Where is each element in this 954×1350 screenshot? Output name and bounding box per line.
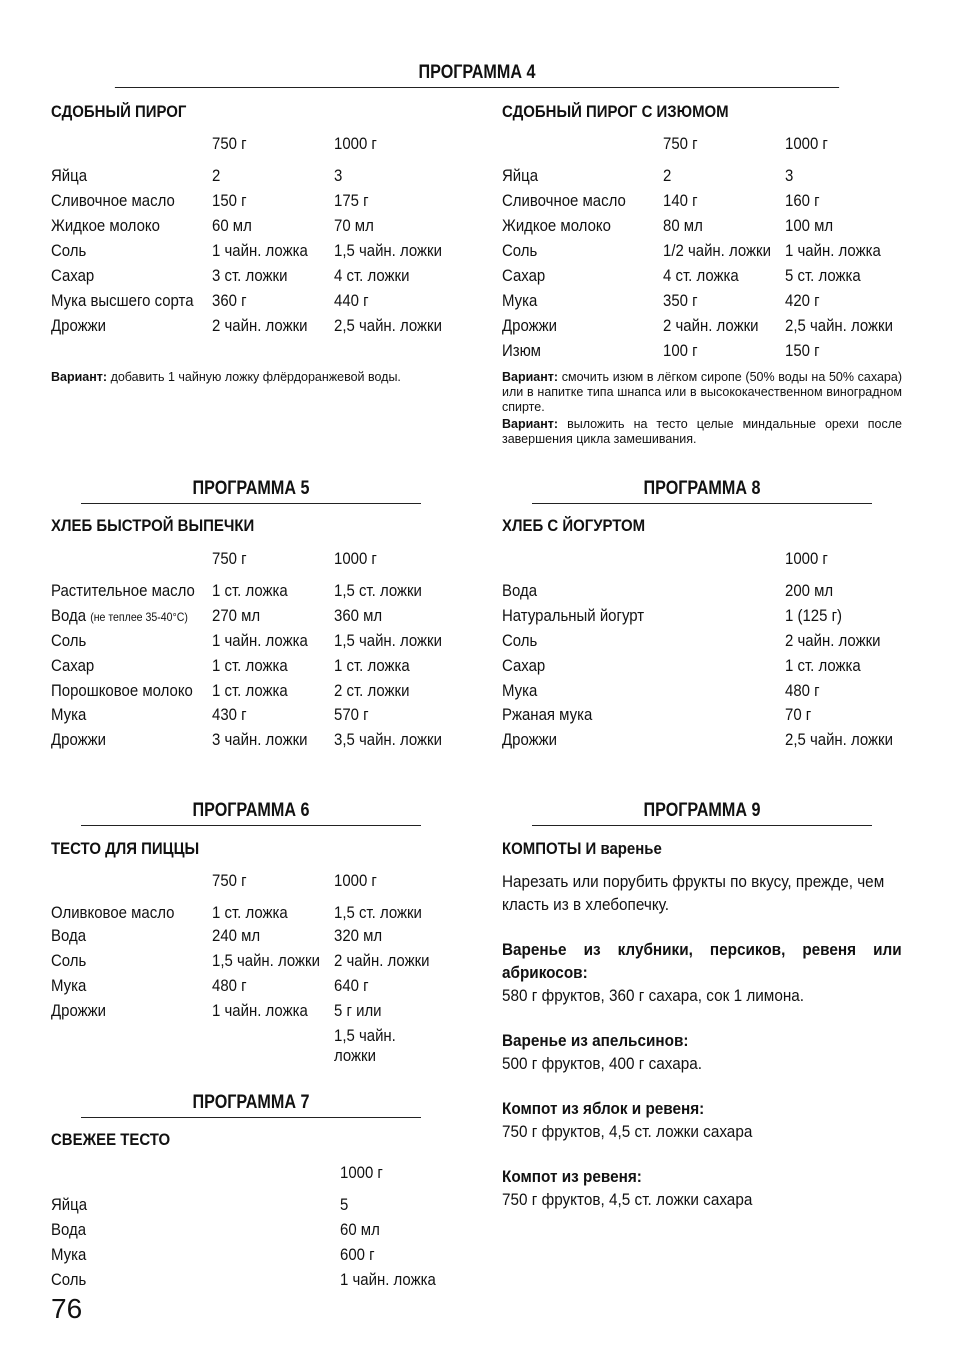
program-9-title: ПРОГРАММА 9 <box>532 800 872 826</box>
ingredient-label: Вода <box>51 606 87 625</box>
program-7-title: ПРОГРАММА 7 <box>81 1092 421 1118</box>
amount-1000: 1 ст. ложка <box>334 656 410 675</box>
amount-1000: 70 мл <box>334 216 374 235</box>
p9-item-text: 750 г фруктов, 4,5 ст. ложки сахара <box>502 1190 753 1209</box>
amount-750: 100 г <box>663 341 698 360</box>
ingredient-name: Мука <box>51 705 87 724</box>
ingredient-name: Мука <box>502 681 538 700</box>
p6-header-750: 750 г <box>212 871 247 890</box>
amount-750: 1 ст. ложка <box>212 681 288 700</box>
amount-750: 1 ст. ложка <box>212 903 288 922</box>
variant-label: Вариант: <box>51 370 108 384</box>
p9-item-title: Компот из яблок и ревеня: <box>502 1099 705 1118</box>
ingredient-name <box>51 603 188 630</box>
amount-1000: 60 мл <box>340 1220 380 1239</box>
p4-left-header-750: 750 г <box>212 134 247 153</box>
p9-subtitle-caps: КОМПОТЫ И <box>502 839 597 858</box>
program-4-title: ПРОГРАММА 4 <box>115 62 839 88</box>
amount-750: 1/2 чайн. ложки <box>663 241 771 260</box>
amount-750: 2 <box>663 166 672 185</box>
amount-750: 2 <box>212 166 221 185</box>
amount-1000: 1,5 чайн. ложки <box>334 631 442 650</box>
ingredient-name: Натуральный йогурт <box>502 606 645 625</box>
amount-1000: 2,5 чайн. ложки <box>334 316 442 335</box>
ingredient-name: Сахар <box>51 266 95 285</box>
amount-1000: 5 <box>340 1195 349 1214</box>
amount-750: 4 ст. ложка <box>663 266 739 285</box>
amount-1000: 1,5 ст. ложки <box>334 903 422 922</box>
ingredient-name: Мука <box>51 976 87 995</box>
ingredient-name: Порошковое молоко <box>51 681 193 700</box>
ingredient-name: Мука высшего сорта <box>51 291 194 310</box>
amount-750: 350 г <box>663 291 698 310</box>
amount-750: 240 мл <box>212 926 261 945</box>
amount-1000: 2 чайн. ложки <box>334 951 430 970</box>
p9-item <box>502 1165 902 1211</box>
p4-right-header-750: 750 г <box>663 134 698 153</box>
ingredient-name: Яйца <box>502 166 539 185</box>
amount-1000: 1 (125 г) <box>785 606 843 625</box>
ingredient-name: Ржаная мука <box>502 705 593 724</box>
variant-label: Вариант: <box>502 370 559 384</box>
program-6-title: ПРОГРАММА 6 <box>81 800 421 826</box>
amount-750: 1 ст. ложка <box>212 581 288 600</box>
amount-1000: 3 <box>334 166 343 185</box>
ingredient-name: Дрожжи <box>51 1001 106 1020</box>
amount-1000: 570 г <box>334 705 369 724</box>
amount-1000: 1,5 ст. ложки <box>334 581 422 600</box>
amount-1000: 1 чайн. ложка <box>340 1270 436 1289</box>
variant-text: выложить на тесто целые миндальные орехи после завершения цикла замешивания. <box>502 417 902 446</box>
amount-1000: 175 г <box>334 191 369 210</box>
amount-750: 480 г <box>212 976 247 995</box>
amount-1000: 100 мл <box>785 216 834 235</box>
amount-750: 150 г <box>212 191 247 210</box>
ingredient-name: Изюм <box>502 341 541 360</box>
amount-750: 80 мл <box>663 216 703 235</box>
p6-subtitle: ТЕСТО ДЛЯ ПИЦЦЫ <box>51 839 200 858</box>
p4-left-variant-note <box>51 370 451 385</box>
ingredient-name: Вода <box>51 926 87 945</box>
p9-item <box>502 1029 902 1075</box>
p6-header-1000: 1000 г <box>334 871 377 890</box>
variant-text: смочить изюм в лёгком сиропе (50% воды на 50% сахара) или в напитке типа шнапса или в высококачественном виноградном спирте. <box>502 370 902 414</box>
amount-750: 1 чайн. ложка <box>212 241 308 260</box>
ingredient-name: Соль <box>51 631 87 650</box>
p5-subtitle: ХЛЕБ БЫСТРОЙ ВЫПЕЧКИ <box>51 516 255 535</box>
amount-1000: 3 <box>785 166 794 185</box>
p7-subtitle: СВЕЖЕЕ ТЕСТО <box>51 1130 171 1149</box>
amount-1000: 2 чайн. ложки <box>785 631 881 650</box>
p4-right-header-1000: 1000 г <box>785 134 828 153</box>
ingredient-name: Жидкое молоко <box>502 216 611 235</box>
amount-750: 3 чайн. ложки <box>212 730 308 749</box>
amount-1000: 200 мл <box>785 581 834 600</box>
ingredient-name: Яйца <box>51 1195 88 1214</box>
ingredient-name: Оливковое масло <box>51 903 175 922</box>
amount-1000-cont: 1,5 чайн. <box>334 1026 396 1045</box>
amount-750: 1 чайн. ложка <box>212 631 308 650</box>
ingredient-name: Соль <box>51 241 87 260</box>
ingredient-name: Мука <box>51 1245 87 1264</box>
ingredient-name: Дрожжи <box>502 730 557 749</box>
amount-1000: 640 г <box>334 976 369 995</box>
variant-label: Вариант: <box>502 417 559 431</box>
ingredient-name: Мука <box>502 291 538 310</box>
p9-item-text: 500 г фруктов, 400 г сахара. <box>502 1054 703 1073</box>
p9-subtitle-rest: варенье <box>596 839 662 858</box>
ingredient-name: Вода <box>502 581 538 600</box>
p4-right-variant-note-2 <box>502 417 902 447</box>
amount-750: 1 ст. ложка <box>212 656 288 675</box>
ingredient-name: Сливочное масло <box>51 191 175 210</box>
amount-750: 2 чайн. ложки <box>212 316 308 335</box>
p5-header-750: 750 г <box>212 549 247 568</box>
p4-left-header-1000: 1000 г <box>334 134 377 153</box>
variant-text: добавить 1 чайную ложку флёрдоранжевой воды. <box>107 370 401 384</box>
ingredient-name: Жидкое молоко <box>51 216 160 235</box>
ingredient-name: Сливочное масло <box>502 191 626 210</box>
amount-1000: 440 г <box>334 291 369 310</box>
amount-1000: 600 г <box>340 1245 375 1264</box>
ingredient-name: Растительное масло <box>51 581 195 600</box>
p9-item <box>502 1097 902 1143</box>
p4-right-variant-note-1 <box>502 370 902 415</box>
ingredient-name: Сахар <box>51 656 95 675</box>
ingredient-name: Дрожжи <box>51 316 106 335</box>
program-8-title: ПРОГРАММА 8 <box>532 478 872 504</box>
p5-header-1000: 1000 г <box>334 549 377 568</box>
amount-1000: 5 ст. ложка <box>785 266 861 285</box>
amount-750: 140 г <box>663 191 698 210</box>
p9-item-title: Варенье из клубники, персиков, ревеня или абрикосов: <box>502 940 902 982</box>
amount-750: 60 мл <box>212 216 252 235</box>
ingredient-name: Вода <box>51 1220 87 1239</box>
amount-1000: 1 ст. ложка <box>785 656 861 675</box>
ingredient-name: Дрожжи <box>502 316 557 335</box>
p9-item-text: 750 г фруктов, 4,5 ст. ложки сахара <box>502 1122 753 1141</box>
amount-1000: 360 мл <box>334 606 383 625</box>
amount-1000: 150 г <box>785 341 820 360</box>
ingredient-name: Дрожжи <box>51 730 106 749</box>
ingredient-name: Соль <box>51 1270 87 1289</box>
water-temperature-note: (не теплее 35-40°C) <box>90 610 188 624</box>
amount-1000: 2,5 чайн. ложки <box>785 730 893 749</box>
ingredient-name: Сахар <box>502 656 546 675</box>
p9-intro: Нарезать или порубить фрукты по вкусу, прежде, чем класть из в хлебопечку. <box>502 872 885 914</box>
amount-750: 1,5 чайн. ложки <box>212 951 320 970</box>
page-number: 76 <box>51 1293 83 1324</box>
amount-750: 2 чайн. ложки <box>663 316 759 335</box>
amount-1000: 2 ст. ложки <box>334 681 410 700</box>
amount-1000: 70 г <box>785 705 812 724</box>
program-5-title: ПРОГРАММА 5 <box>81 478 421 504</box>
p4-left-subtitle: СДОБНЫЙ ПИРОГ <box>51 102 187 121</box>
amount-1000: 5 г или <box>334 1001 382 1020</box>
p9-item <box>502 938 902 1007</box>
ingredient-name: Сахар <box>502 266 546 285</box>
amount-750: 3 ст. ложки <box>212 266 288 285</box>
p9-item-title: Компот из ревеня: <box>502 1167 642 1186</box>
ingredient-name: Соль <box>51 951 87 970</box>
amount-1000: 160 г <box>785 191 820 210</box>
p7-header-1000: 1000 г <box>340 1163 383 1182</box>
p8-subtitle: ХЛЕБ С ЙОГУРТОМ <box>502 516 646 535</box>
ingredient-name: Яйца <box>51 166 88 185</box>
amount-1000: 4 ст. ложки <box>334 266 410 285</box>
amount-1000: 420 г <box>785 291 820 310</box>
amount-750: 1 чайн. ложка <box>212 1001 308 1020</box>
ingredient-name: Соль <box>502 631 538 650</box>
amount-1000: 480 г <box>785 681 820 700</box>
p4-right-subtitle: СДОБНЫЙ ПИРОГ С ИЗЮМОМ <box>502 102 729 121</box>
amount-1000: 320 мл <box>334 926 383 945</box>
amount-1000: 2,5 чайн. ложки <box>785 316 893 335</box>
amount-750: 430 г <box>212 705 247 724</box>
p8-header-1000: 1000 г <box>785 549 828 568</box>
p9-subtitle <box>502 839 662 859</box>
amount-1000-cont: ложки <box>334 1046 376 1065</box>
ingredient-name: Соль <box>502 241 538 260</box>
amount-1000: 1,5 чайн. ложки <box>334 241 442 260</box>
p9-item-title: Варенье из апельсинов: <box>502 1031 689 1050</box>
amount-750: 360 г <box>212 291 247 310</box>
amount-750: 270 мл <box>212 606 261 625</box>
amount-1000: 1 чайн. ложка <box>785 241 881 260</box>
p9-item-text: 580 г фруктов, 360 г сахара, сок 1 лимона. <box>502 986 805 1005</box>
amount-1000: 3,5 чайн. ложки <box>334 730 442 749</box>
